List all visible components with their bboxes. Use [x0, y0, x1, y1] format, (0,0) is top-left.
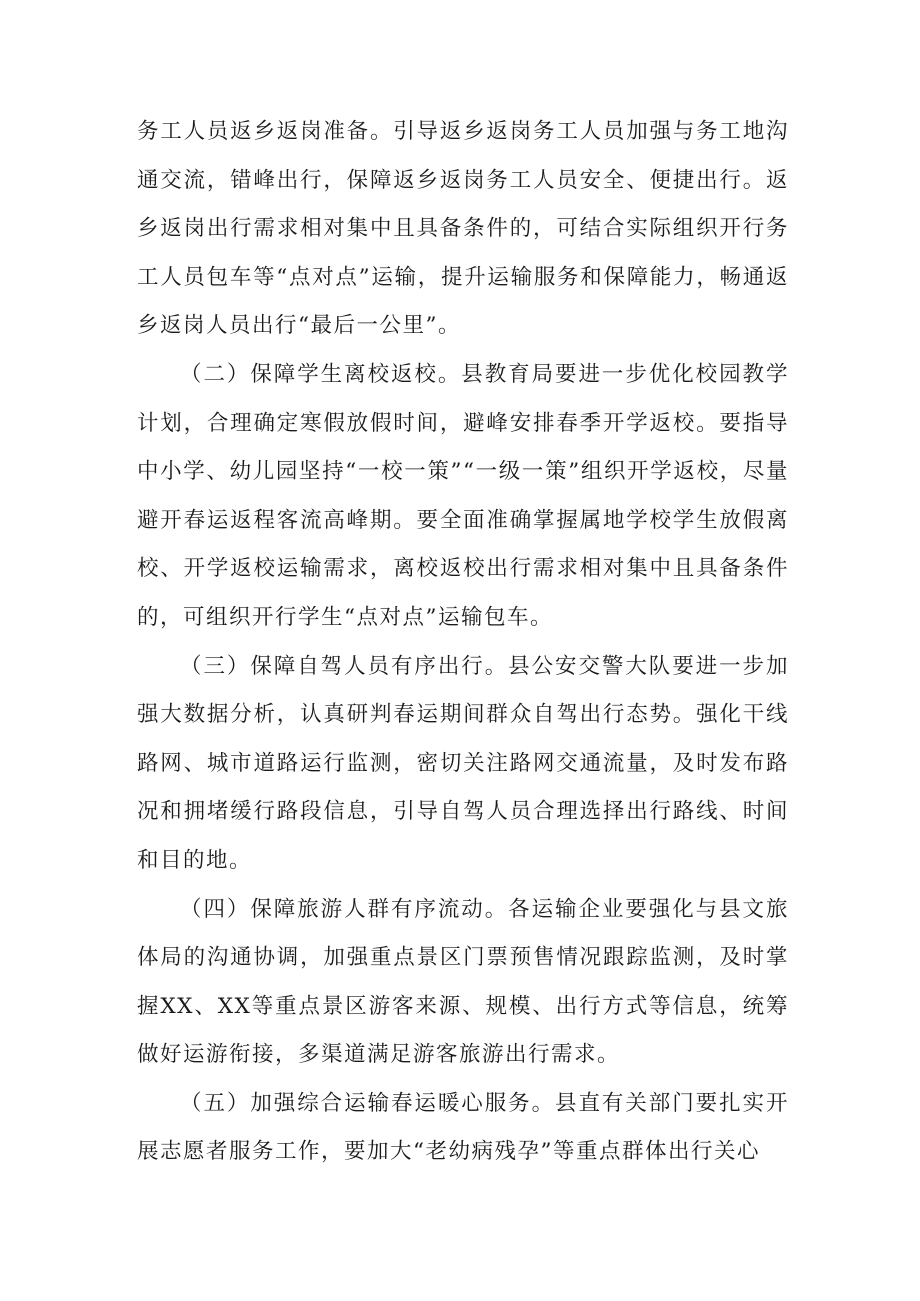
- paragraph-warm-service: （五）加强综合运输春运暖心服务。县直有关部门要扎实开展志愿者服务工作，要加大“老幼病残孕”等重点群体出行关心: [137, 1090, 789, 1165]
- paragraph-continuation: 务工人员返乡返岗准备。引导返乡返岗务工人员加强与务工地沟通交流，错峰出行，保障返乡返岗务工人员安全、便捷出行。返乡返岗出行需求相对集中且具备条件的，可结合实际组织开行务工人员包车等“点对点”运输，提升运输服务和保障能力，畅通返乡返岗人员出行“最后一公里”。: [137, 119, 789, 339]
- paragraph-self-drive: （三）保障自驾人员有序出行。县公安交警大队要进一步加强大数据分析，认真研判春运期间群众自驾出行态势。强化干线路网、城市道路运行监测，密切关注路网交通流量，及时发布路况和拥堵缓行路段信息，引导自驾人员合理选择出行路线、时间和目的地。: [137, 653, 789, 873]
- paragraph-student-return: （二）保障学生离校返校。县教育局要进一步优化校园教学计划，合理确定寒假放假时间，避峰安排春季开学返校。要指导中小学、幼儿园坚持“一校一策”“一级一策”组织开学返校，尽量避开春运返程客流高峰期。要全面准确掌握属地学校学生放假离校、开学返校运输需求，离校返校出行需求相对集中且具备条件的，可组织开行学生“点对点”运输包车。: [137, 361, 789, 630]
- paragraph-tourism: （四）保障旅游人群有序流动。各运输企业要强化与县文旅体局的沟通协调，加强重点景区门票预售情况跟踪监测，及时掌握XX、XX等重点景区游客来源、规模、出行方式等信息，统筹做好运游衔接，多渠道满足游客旅游出行需求。: [137, 896, 789, 1068]
- document-body: [137, 108, 789, 1177]
